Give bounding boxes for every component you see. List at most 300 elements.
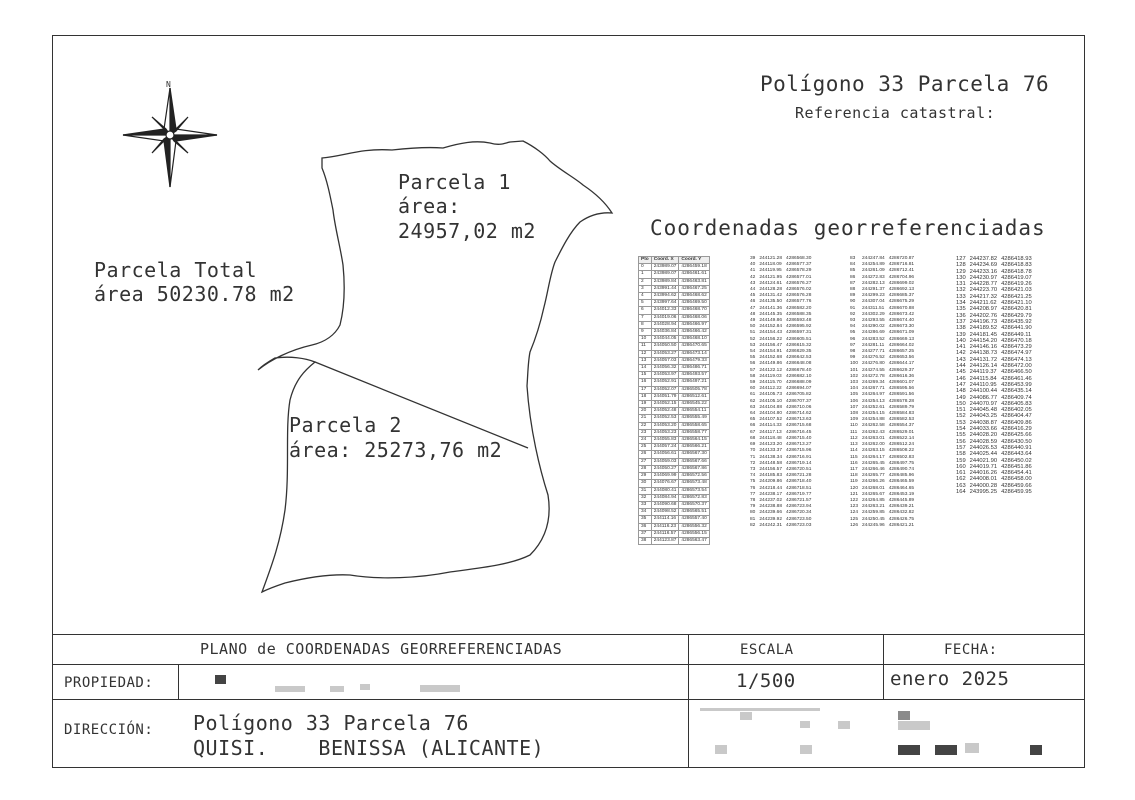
table-cell: 4286554.11 [679, 408, 709, 415]
table-cell: 244261.09 [862, 268, 885, 274]
table-cell: 66 [750, 423, 756, 429]
north-label: N [166, 80, 172, 89]
table-cell: 4286563.47 [679, 537, 709, 544]
table-cell: 244209.86 [759, 479, 783, 485]
table-cell: 4286459.66 [1001, 482, 1032, 489]
table-cell: 56 [750, 361, 756, 367]
table-cell: 244026.53 [969, 444, 998, 451]
table-cell: 4286566.21 [679, 444, 709, 451]
table-cell: 4286458.00 [1001, 476, 1032, 483]
table-cell: 9 [639, 329, 652, 336]
table-cell: 65 [750, 417, 756, 423]
table-cell: 4286508.22 [888, 448, 915, 454]
table-row [639, 336, 710, 343]
table-cell: 61 [750, 392, 756, 398]
table-cell: 244128.28 [759, 287, 783, 293]
table-row [639, 329, 710, 336]
table-cell: 244196.73 [969, 318, 998, 325]
table-cell: 4286459.18 [679, 264, 709, 271]
table-cell: 244245.96 [862, 522, 885, 528]
table-cell: 244230.97 [969, 274, 998, 281]
table-cell: 58 [750, 373, 756, 379]
table-cell: 4286715.96 [786, 448, 812, 454]
table-cell: 4286704.96 [888, 274, 915, 280]
table-cell: 244237.02 [759, 497, 783, 503]
table-cell: 3 [639, 285, 652, 292]
table-cell: 244084.94 [651, 494, 679, 501]
table-cell: 4286673.30 [888, 324, 915, 330]
table-cell: 125 [850, 516, 859, 522]
table-cell: 244239.92 [759, 516, 783, 522]
table-cell: 244028.94 [651, 321, 679, 328]
table-cell: 4286466.50 [1001, 369, 1032, 376]
table-cell: 244290.02 [862, 324, 885, 330]
table-cell: 122 [850, 497, 859, 503]
table-cell: 25 [639, 444, 652, 451]
table-cell: 0 [639, 264, 652, 271]
table-row [639, 293, 710, 300]
title-block-mid-line [52, 699, 1085, 700]
table-cell: 244272.83 [862, 274, 885, 280]
table-cell: 244141.36 [759, 305, 783, 311]
table-cell: 70 [750, 448, 756, 454]
table-cell: 4286419.26 [1001, 281, 1032, 288]
table-cell: 243991.44 [651, 285, 679, 292]
table-cell: 102 [850, 373, 859, 379]
table-cell: 244311.51 [862, 305, 885, 311]
table-cell: 244286.69 [862, 330, 885, 336]
table-cell: 4286653.56 [888, 355, 915, 361]
table-cell: 4286595.56 [888, 386, 915, 392]
coordinates-table-1 [638, 256, 710, 545]
table-cell: 4286557.40 [679, 516, 709, 523]
table-cell: 244115.70 [759, 380, 782, 386]
table-cell: 47 [750, 305, 756, 311]
table-cell: 244250.45 [862, 516, 885, 522]
table-cell: 244110.95 [969, 381, 997, 388]
table-cell: 116 [850, 460, 858, 466]
table-cell: 4286453.99 [1001, 381, 1032, 388]
table-cell: 4286404.47 [1001, 413, 1032, 420]
table-cell: 244056.32 [651, 365, 679, 372]
table-cell: 162 [956, 476, 966, 483]
table-cell: 103 [850, 380, 859, 386]
table-cell: 244019.71 [969, 463, 998, 470]
table-cell: 4286688.09 [786, 380, 812, 386]
table-cell: 34 [639, 509, 652, 516]
table-cell: 20 [639, 408, 652, 415]
table-row [639, 415, 710, 422]
table-cell: 244055.83 [651, 437, 679, 444]
table-row [639, 314, 710, 321]
table-cell: 4286512.24 [888, 442, 915, 448]
table-cell: 4286570.37 [679, 501, 709, 508]
table-cell: 244038.87 [969, 419, 998, 426]
table-cell: 111 [850, 429, 858, 435]
table-cell: 37 [639, 530, 652, 537]
table-cell: 244299.23 [862, 293, 885, 299]
table-cell: 4286567.86 [679, 465, 709, 472]
table-row [639, 408, 710, 415]
table-cell: 30 [639, 480, 652, 487]
table-cell: 4286568.30 [786, 256, 812, 261]
table-cell: 96 [850, 336, 856, 342]
table-cell: 31 [639, 487, 652, 494]
table-cell: 244262.43 [862, 429, 885, 435]
table-cell: 4286716.91 [786, 454, 812, 460]
table-cell: 97 [850, 342, 856, 348]
table-cell: 4286712.41 [888, 268, 915, 274]
table-cell: 4286565.51 [679, 509, 709, 516]
table-cell: 143 [956, 356, 966, 363]
table-cell: 145 [956, 369, 966, 376]
table-cell: 4286454.41 [1001, 470, 1032, 477]
table-cell: 4286721.57 [786, 497, 812, 503]
table-row [639, 530, 710, 537]
table-cell: 5 [639, 300, 652, 307]
table-row [639, 278, 710, 285]
table-cell: 4286715.68 [786, 423, 812, 429]
table-cell: 135 [956, 306, 966, 313]
table-cell: 117 [850, 466, 858, 472]
table-row [639, 473, 710, 480]
table-cell: 244138.73 [969, 350, 998, 357]
table-cell: 133 [956, 293, 966, 300]
table-cell: 4286564.15 [679, 437, 709, 444]
table-cell: 152 [956, 413, 966, 420]
table-cell: 244118.09 [759, 262, 782, 268]
table-row [639, 343, 710, 350]
table-cell: 244149.86 [759, 318, 783, 324]
table-cell: 244152.68 [759, 355, 783, 361]
table-cell: 4286529.01 [888, 429, 915, 435]
table-cell: 4286573.48 [679, 480, 709, 487]
table-cell: 244052.91 [651, 379, 679, 386]
table-cell: 40 [750, 262, 756, 268]
scale-label: ESCALA [740, 642, 794, 658]
table-cell: 4286420.81 [1001, 306, 1032, 313]
table-cell: 149 [956, 394, 966, 401]
property-row-line [52, 664, 688, 665]
table-cell: 4286493.57 [679, 372, 709, 379]
table-cell: 2 [639, 278, 652, 285]
table-row [639, 379, 710, 386]
table-cell: 6 [639, 307, 652, 314]
table-cell: 244090.68 [651, 501, 679, 508]
table-cell: 4286558.77 [679, 429, 709, 436]
table-cell: 4286464.65 [888, 485, 915, 491]
table-cell: 244154.91 [759, 349, 783, 355]
table-cell: 243994.62 [651, 293, 679, 300]
table-cell: 244119.03 [759, 373, 782, 379]
table-cell: 244021.90 [969, 457, 998, 464]
table-cell: 158 [956, 451, 966, 458]
table-cell: 4286720.34 [786, 510, 812, 516]
redacted-block [800, 721, 810, 728]
table-cell: 4286629.37 [888, 367, 915, 373]
table-row [748, 523, 813, 529]
table-cell: 4286714.62 [786, 411, 812, 417]
table-cell: 63 [750, 404, 756, 410]
table-cell: 100 [850, 361, 859, 367]
table-row [639, 537, 710, 544]
table-cell: 15 [639, 372, 652, 379]
table-cell: 130 [956, 274, 966, 281]
table-cell: 57 [750, 367, 756, 373]
parcel-1-area-label: área: [398, 194, 461, 218]
table-cell: 1 [639, 271, 652, 278]
table-cell: 244008.01 [969, 476, 998, 483]
table-cell: 137 [956, 318, 966, 325]
table-cell: 244202.76 [969, 312, 998, 319]
table-cell: 244122.12 [759, 367, 783, 373]
table-cell: 48 [750, 311, 756, 317]
scale-row-line [688, 664, 883, 665]
table-cell: 11 [639, 343, 652, 350]
table-cell: 244254.15 [862, 411, 885, 417]
table-cell: 140 [956, 337, 966, 344]
table-cell: 4286545.22 [679, 401, 709, 408]
table-cell: 244233.16 [969, 268, 998, 275]
table-cell: 4286682.10 [786, 373, 812, 379]
table-cell: 14 [639, 365, 652, 372]
table-cell: 132 [956, 287, 966, 294]
redacted-block [935, 745, 957, 755]
table-row [639, 494, 710, 501]
table-row [639, 357, 710, 364]
table-cell: 4286490.74 [888, 466, 915, 472]
table-cell: 4286419.07 [1001, 274, 1032, 281]
table-cell: 4286441.90 [1001, 325, 1032, 332]
table-cell: 244043.25 [969, 413, 998, 420]
table-cell: 112 [850, 435, 858, 441]
table-cell: 244254.89 [862, 262, 885, 268]
table-cell: 244247.84 [862, 256, 885, 261]
table-cell: 4286674.40 [888, 318, 915, 324]
table-cell: 4286648.08 [786, 361, 812, 367]
table-cell: 244123.87 [651, 537, 679, 544]
table-cell: 69 [750, 442, 756, 448]
table-cell: 244119.37 [969, 369, 997, 376]
title-block-top-line [52, 634, 1085, 635]
table-cell: 134 [956, 300, 966, 307]
table-cell: 98 [850, 349, 856, 355]
column-header: Pto [639, 257, 652, 264]
table-cell: 244121.28 [759, 256, 783, 261]
table-cell: 244104.88 [759, 404, 783, 410]
table-cell: 4286466.42 [679, 329, 709, 336]
table-cell: 244116.57 [651, 530, 679, 537]
table-cell: 92 [850, 311, 856, 317]
table-cell: 53 [750, 342, 756, 348]
table-cell: 4286718.40 [786, 479, 812, 485]
table-cell: 91 [850, 305, 856, 311]
table-cell: 244254.88 [862, 417, 885, 423]
table-cell: 4286577.37 [786, 262, 812, 268]
table-cell: 244264.97 [862, 392, 885, 398]
table-cell: 163 [956, 482, 966, 489]
redacted-block [360, 684, 370, 690]
table-cell: 80 [750, 510, 756, 516]
table-cell: 99 [850, 355, 856, 361]
table-cell: 244057.03 [651, 357, 679, 364]
table-cell: 4286405.83 [1001, 400, 1032, 407]
table-cell: 4286505.78 [679, 386, 709, 393]
table-cell: 244208.97 [969, 306, 998, 313]
table-cell: 4286699.02 [888, 280, 915, 286]
table-cell: 4286440.91 [1001, 444, 1032, 451]
table-cell: 244053.20 [651, 422, 679, 429]
table-row [639, 401, 710, 408]
table-cell: 4286657.25 [888, 349, 915, 355]
cadastral-ref-label: Referencia catastral: [795, 104, 996, 122]
parcel-2-area: área: 25273,76 m2 [289, 438, 503, 462]
table-cell: 4286593.48 [786, 318, 812, 324]
table-cell: 17 [639, 386, 652, 393]
table-cell: 4286567.66 [679, 458, 709, 465]
table-cell: 161 [956, 470, 966, 477]
page-title: Polígono 33 Parcela 76 [760, 72, 1050, 96]
parcel-1-name: Parcela 1 [398, 170, 511, 194]
table-cell: 46 [750, 299, 756, 305]
table-cell: 79 [750, 504, 756, 510]
table-cell: 244242.31 [759, 522, 783, 528]
table-cell: 54 [750, 349, 756, 355]
table-cell: 4286421.10 [1001, 300, 1032, 307]
table-cell: 124 [850, 510, 859, 516]
table-cell: 244293.55 [862, 318, 885, 324]
table-header-row [639, 257, 710, 264]
table-cell: 121 [850, 491, 859, 497]
table-cell: 62 [750, 398, 756, 404]
table-cell: 77 [750, 491, 756, 497]
table-cell: 153 [956, 419, 966, 426]
table-cell: 144 [956, 363, 966, 370]
table-cell: 4286468.06 [679, 314, 709, 321]
table-cell: 4286675.29 [888, 299, 915, 305]
table-cell: 4286582.53 [888, 417, 915, 423]
table-cell: 243989.07 [651, 264, 679, 271]
redacted-block [898, 721, 930, 730]
table-cell: 131 [956, 281, 966, 288]
table-cell: 4286435.92 [1001, 318, 1032, 325]
table-cell: 4286584.83 [888, 411, 915, 417]
table-cell: 244028.59 [969, 438, 998, 445]
table-cell: 146 [956, 375, 966, 382]
table-cell: 107 [850, 404, 859, 410]
table-cell: 244269.34 [862, 380, 885, 386]
table-cell: 4286578.29 [786, 268, 812, 274]
table-cell: 4286685.37 [888, 293, 915, 299]
redacted-block [898, 711, 910, 720]
table-cell: 244268.01 [862, 485, 885, 491]
table-cell: 19 [639, 401, 652, 408]
table-cell: 244115.84 [969, 375, 997, 382]
table-row [639, 429, 710, 436]
table-cell: 36 [639, 523, 652, 530]
table-cell: 75 [750, 479, 756, 485]
table-cell: 244264.17 [862, 454, 885, 460]
table-row [639, 458, 710, 465]
table-cell: 39 [750, 256, 756, 261]
table-row [639, 386, 710, 393]
table-cell: 4286409.86 [1001, 419, 1032, 426]
table-cell: 35 [639, 516, 652, 523]
table-cell: 88 [850, 287, 856, 293]
table-cell: 4 [639, 293, 652, 300]
table-cell: 4286576.02 [786, 287, 812, 293]
table-cell: 244053.27 [651, 350, 679, 357]
table-row [639, 285, 710, 292]
table-cell: 244281.11 [862, 342, 885, 348]
table-cell: 244051.79 [651, 393, 679, 400]
redacted-block [330, 686, 344, 692]
table-cell: 4286673.42 [888, 311, 915, 317]
table-cell: 4286497.75 [888, 460, 915, 466]
table-cell: 4286582.20 [786, 305, 812, 311]
table-cell: 4286572.83 [679, 494, 709, 501]
table-cell: 4286588.35 [786, 311, 812, 317]
table-cell: 4286595.92 [786, 324, 812, 330]
table-cell: 244105.10 [759, 398, 783, 404]
table-cell: 4286445.89 [888, 497, 915, 503]
table-cell: 244259.85 [862, 510, 885, 516]
table-cell: 22 [639, 422, 652, 429]
table-cell: 4286567.30 [679, 451, 709, 458]
table-cell: 244276.80 [862, 361, 885, 367]
property-label-divider [178, 664, 179, 699]
table-cell: 4286678.40 [786, 367, 812, 373]
table-cell: 244123.20 [759, 442, 783, 448]
table-row [639, 393, 710, 400]
table-cell: 10 [639, 336, 652, 343]
table-cell: 44 [750, 287, 756, 293]
table-cell: 21 [639, 415, 652, 422]
table-cell: 244265.45 [862, 460, 885, 466]
table-cell: 4286466.97 [679, 321, 709, 328]
table-cell: 244283.52 [862, 336, 885, 342]
table-cell: 4286716.45 [786, 429, 812, 435]
table-cell: 4286670.88 [888, 305, 915, 311]
table-cell: 4286715.40 [786, 435, 812, 441]
table-cell: 4286402.05 [1001, 407, 1032, 414]
table-cell: 4286576.27 [786, 280, 812, 286]
table-cell: 4286713.63 [786, 417, 812, 423]
table-cell: 244282.13 [862, 280, 885, 286]
table-cell: 244135.50 [759, 299, 783, 305]
table-cell: 136 [956, 312, 966, 319]
table-cell: 4286669.13 [888, 336, 915, 342]
table-cell: 23 [639, 429, 652, 436]
table-cell: 4286468.62 [679, 293, 709, 300]
table-cell: 45 [750, 293, 756, 299]
table-row [639, 444, 710, 451]
date-value: enero 2025 [890, 668, 1010, 690]
table-cell: 4286497.21 [679, 379, 709, 386]
table-cell: 4286418.83 [1001, 262, 1032, 269]
table-cell: 76 [750, 485, 756, 491]
coordinates-table-2 [748, 256, 813, 529]
table-cell: 4286425.66 [1001, 432, 1032, 439]
column-header: Coord. Y [679, 257, 709, 264]
table-cell: 4286720.87 [888, 256, 915, 261]
table-cell: 244050.50 [651, 343, 679, 350]
address-line-1: Polígono 33 Parcela 76 [193, 711, 469, 735]
property-label: PROPIEDAD: [64, 675, 154, 691]
table-row [639, 437, 710, 444]
table-cell: 87 [850, 280, 856, 286]
table-cell: 4286694.07 [786, 386, 812, 392]
